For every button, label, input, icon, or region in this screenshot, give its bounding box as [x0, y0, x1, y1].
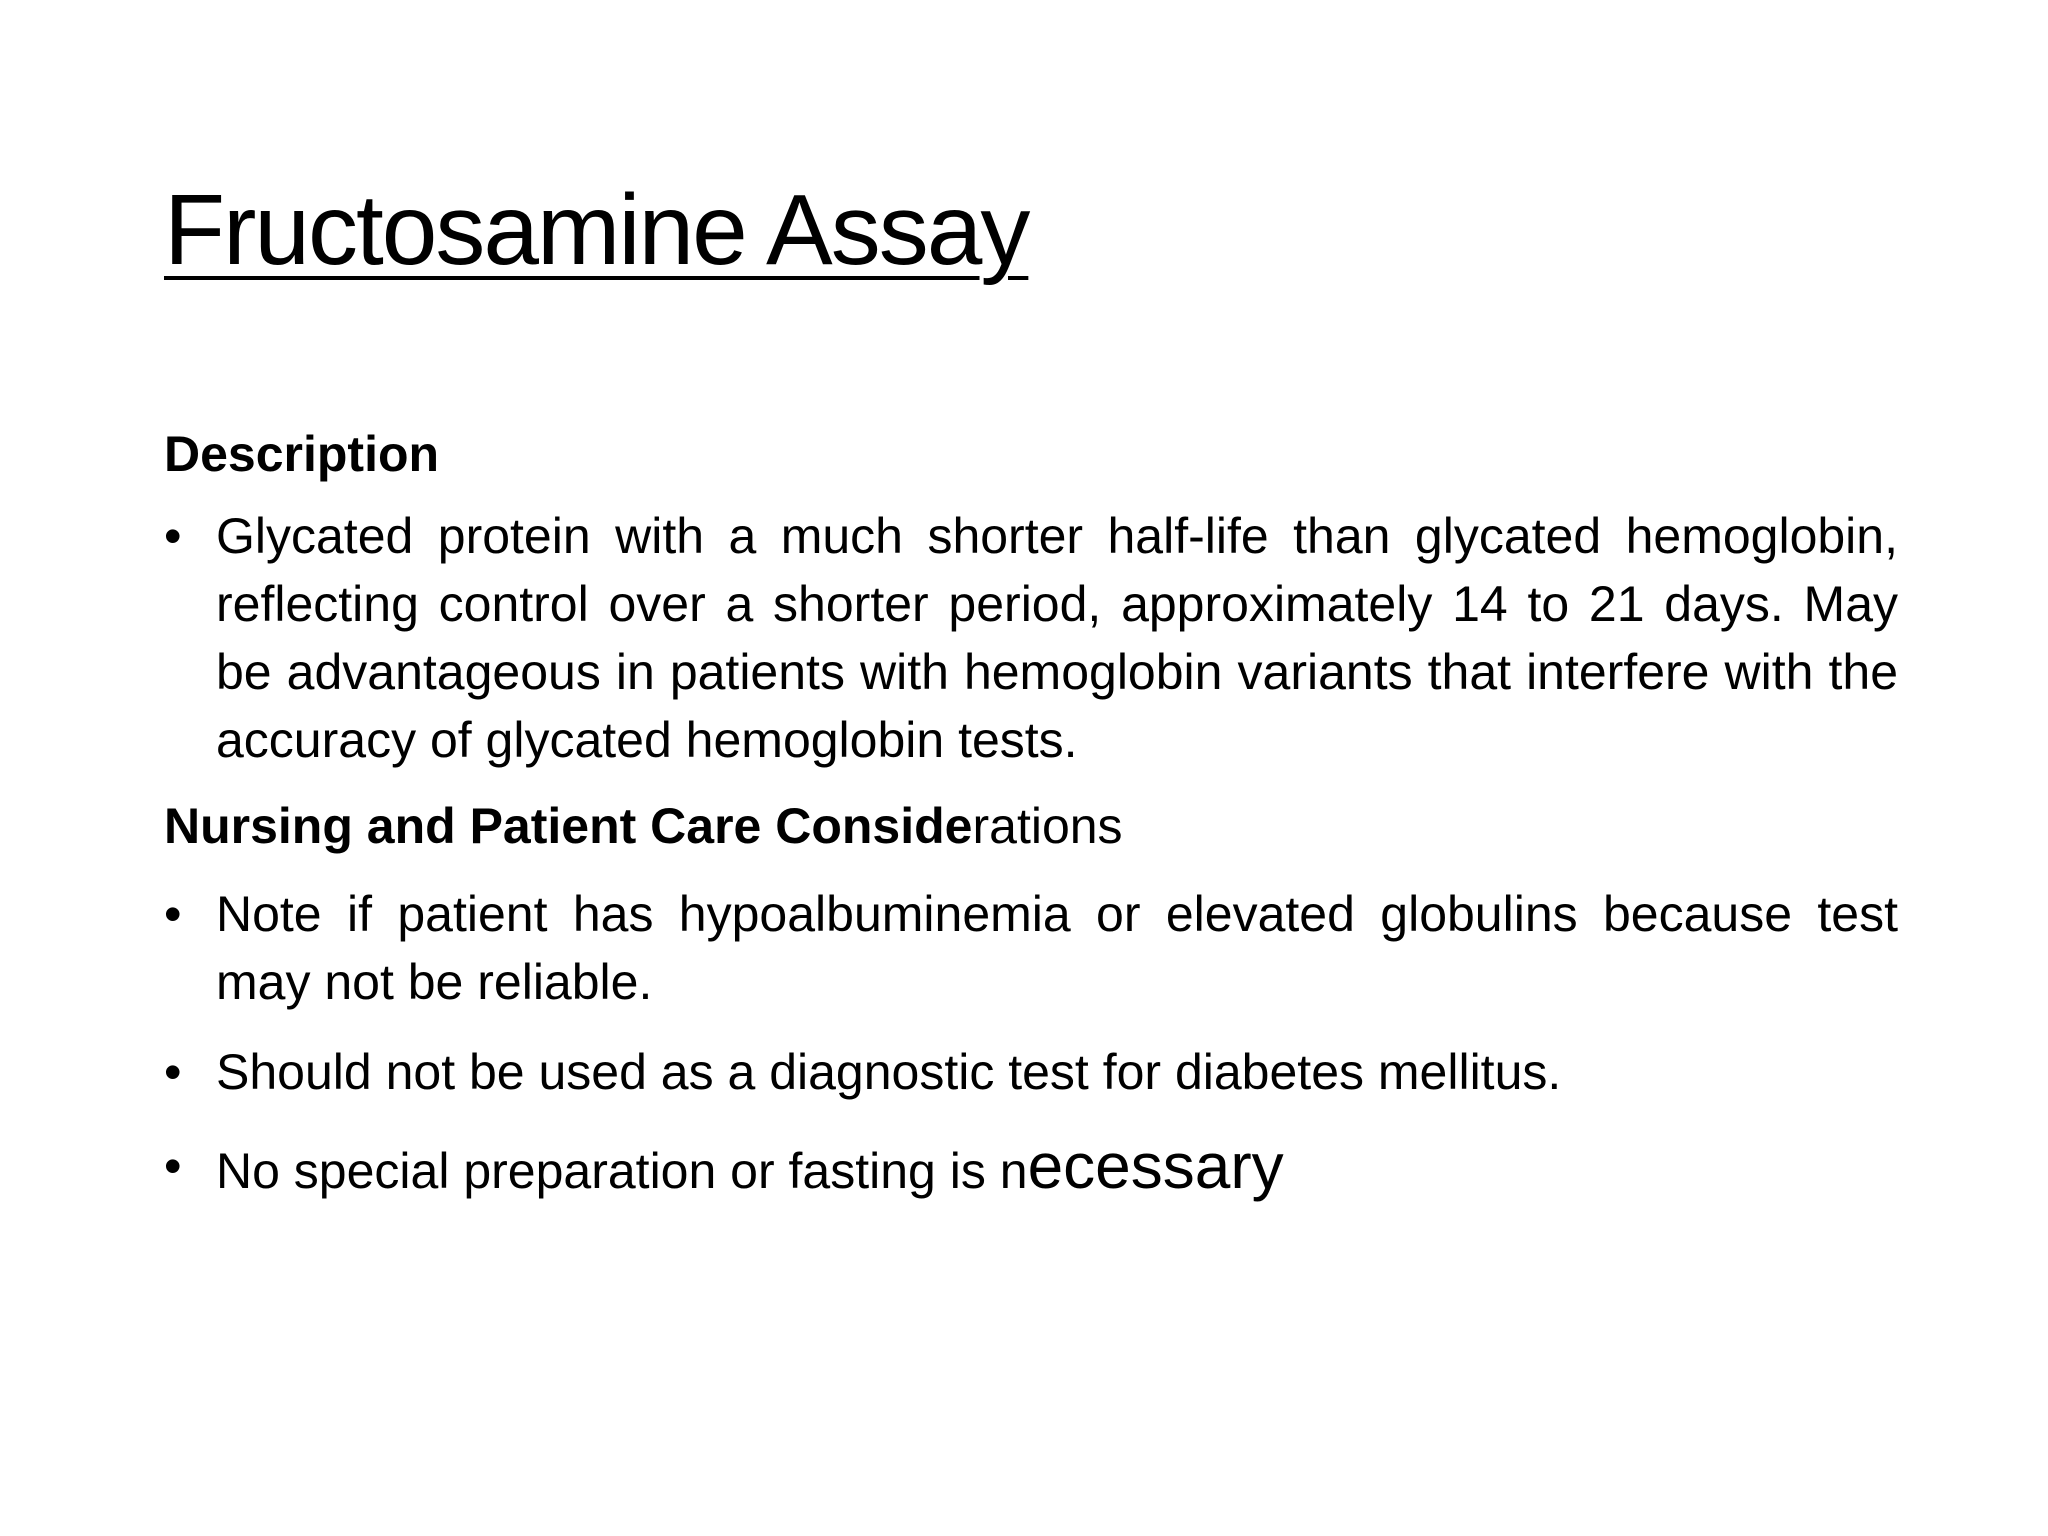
- bullet-icon: •: [164, 508, 182, 564]
- nursing-heading-bold: Nursing and Patient Care Conside: [164, 798, 973, 854]
- nursing-bullet-3-large-text: ecessary: [1027, 1130, 1284, 1202]
- slide-title: Fructosamine Assay: [164, 174, 1029, 286]
- nursing-bullet-1: [164, 880, 1898, 1016]
- bullet-icon: •: [164, 1138, 182, 1194]
- slide-body: [164, 420, 1898, 1205]
- nursing-heading-regular: rations: [972, 798, 1123, 854]
- nursing-bullet-3: [164, 1132, 1898, 1205]
- nursing-bullet-3-text: No special preparation or fasting is n: [216, 1143, 1028, 1199]
- bullet-icon: •: [164, 1044, 182, 1100]
- description-bullet: [164, 502, 1898, 774]
- description-bullet-text: Glycated protein with a much shorter half-life than glycated hemoglobin, reflecting control over a shorter period, approximately 14 to 21 days. May be advantageous in patients with hemoglobin variants that interfere with the accuracy of glycated hemoglobin tests.: [216, 508, 1898, 768]
- bullet-icon: •: [164, 886, 182, 942]
- nursing-bullet-2: [164, 1038, 1898, 1106]
- description-heading: Description: [164, 426, 440, 482]
- nursing-bullet-2-text: Should not be used as a diagnostic test for diabetes mellitus.: [216, 1044, 1562, 1100]
- nursing-bullet-1-text: Note if patient has hypoalbuminemia or elevated globulins because test may not be reliable.: [216, 886, 1898, 1010]
- nursing-heading: [164, 792, 1898, 860]
